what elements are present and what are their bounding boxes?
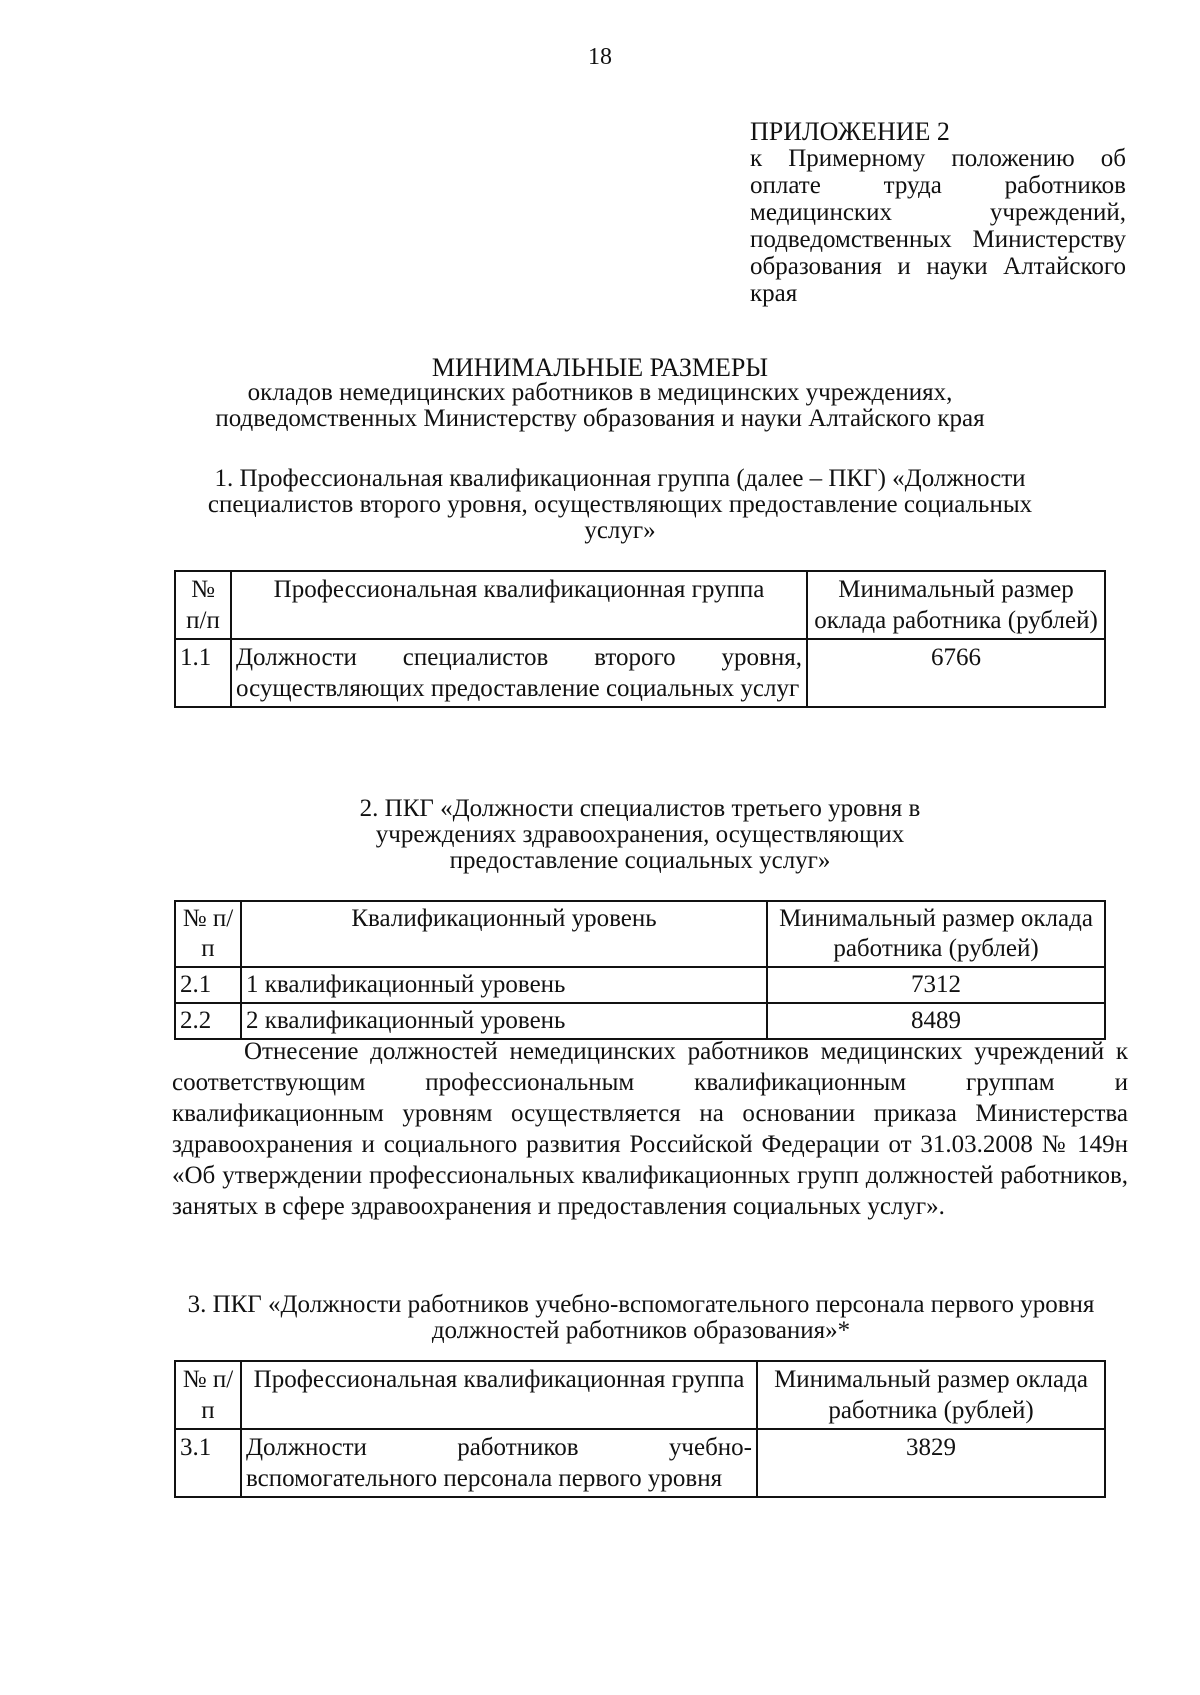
row-number: 2.1	[175, 967, 241, 1003]
section1-table	[174, 570, 1106, 708]
row-name: 1 квалификационный уровень	[241, 967, 767, 1003]
row-number: 3.1	[175, 1429, 241, 1497]
row-name: Должности работников учебно-вспомогательного персонала первого уровня	[241, 1429, 757, 1497]
row-salary: 6766	[807, 639, 1105, 707]
appendix-block	[750, 118, 1126, 307]
document-subtitle: окладов немедицинских работников в медицинских учреждениях, подведомственных Министерству образования и науки Алтайского края	[215, 379, 985, 432]
row-salary: 8489	[767, 1003, 1105, 1039]
section3-table	[174, 1360, 1106, 1498]
note-paragraph: Отнесение должностей немедицинских работников медицинских учреждений к соответствующим профессиональным квалификационным группам и квалификационным уровням осуществляется на основании приказа Министерства здравоохранения и социального развития Российской Федерации от 31.03.2008 № 149н «Об утверждении профессиональных квалификационных групп должностей работников, занятых в сфере здравоохранения и предоставления социальных услуг».	[172, 1038, 1128, 1220]
document-title: МИНИМАЛЬНЫЕ РАЗМЕРЫ	[431, 353, 769, 382]
table-row	[175, 1429, 1105, 1497]
row-number: 1.1	[175, 639, 231, 707]
header-cell-group: Профессиональная квалификационная группа	[231, 571, 807, 639]
appendix-title: ПРИЛОЖЕНИЕ 2	[750, 117, 950, 146]
header-cell-salary: Минимальный размер оклада работника (рублей)	[767, 901, 1105, 967]
page-number: 18	[588, 44, 612, 70]
header-cell-salary: Минимальный размер оклада работника (рублей)	[807, 571, 1105, 639]
row-number: 2.2	[175, 1003, 241, 1039]
section3-heading: 3. ПКГ «Должности работников учебно-вспомогательного персонала первого уровня должностей работников образования»*	[187, 1291, 1095, 1344]
section2-table	[174, 900, 1106, 1040]
header-cell-number: № п/п	[175, 571, 231, 639]
table-row	[175, 639, 1105, 707]
header-cell-number: № п/п	[175, 901, 241, 967]
row-name: 2 квалификационный уровень	[241, 1003, 767, 1039]
header-cell-level: Квалификационный уровень	[241, 901, 767, 967]
row-salary: 7312	[767, 967, 1105, 1003]
section2-heading: 2. ПКГ «Должности специалистов третьего уровня в учреждениях здравоохранения, осуществляющих предоставление социальных услуг»	[359, 795, 921, 874]
appendix-text: к Примерному положению об оплате труда работников медицинских учреждений, подведомственных Министерству образования и науки Алтайского края	[750, 145, 1126, 307]
table-row	[175, 967, 1105, 1003]
table-header-row	[175, 901, 1105, 967]
header-cell-number: № п/п	[175, 1361, 241, 1429]
row-salary: 3829	[757, 1429, 1105, 1497]
table-row	[175, 1003, 1105, 1039]
row-name: Должности специалистов второго уровня, осуществляющих предоставление социальных услуг	[231, 639, 807, 707]
table-header-row	[175, 1361, 1105, 1429]
section1-heading: 1. Профессиональная квалификационная группа (далее – ПКГ) «Должности специалистов второго уровня, осуществляющих предоставление социальных услуг»	[207, 465, 1033, 544]
header-cell-group: Профессиональная квалификационная группа	[241, 1361, 757, 1429]
table-header-row	[175, 571, 1105, 639]
header-cell-salary: Минимальный размер оклада работника (рублей)	[757, 1361, 1105, 1429]
